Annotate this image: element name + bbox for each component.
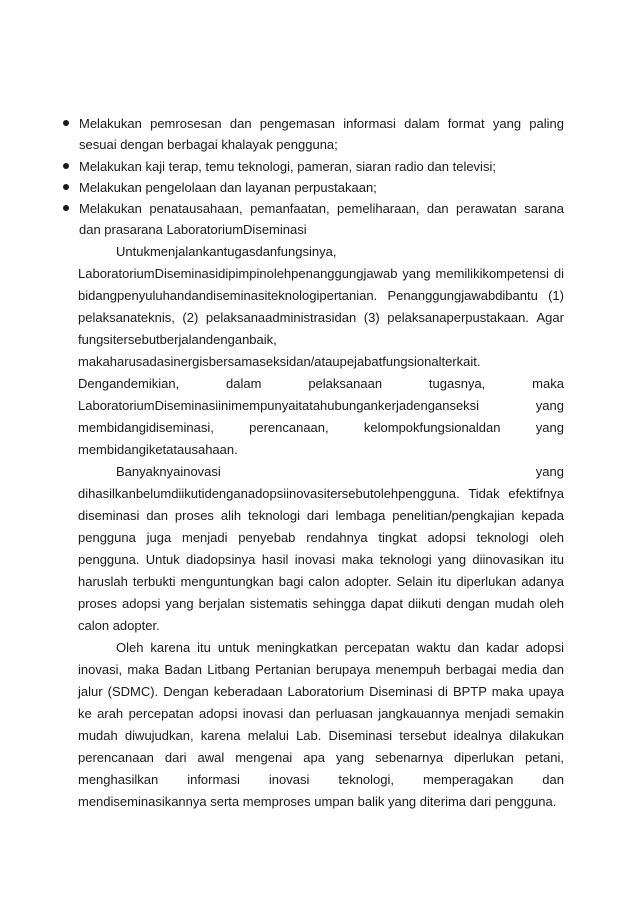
text-line xyxy=(78,307,564,329)
bullet-item xyxy=(62,156,564,177)
text-line xyxy=(78,263,564,285)
bullet-dot-icon xyxy=(63,120,69,126)
text-line xyxy=(78,483,564,505)
word: dalam xyxy=(226,376,262,391)
bullet-text: Melakukan pengelolaan dan layanan perpustakaan; xyxy=(79,179,377,195)
word: perencanaan, xyxy=(249,420,329,435)
bullet-dot-icon xyxy=(63,184,69,190)
bullet-item xyxy=(62,113,564,156)
word: LaboratoriumDiseminasiinimempunyaitatahubungankerjadenganseksi xyxy=(78,398,480,413)
body-text xyxy=(78,241,564,813)
word: LaboratoriumDiseminasidipimpinolehpenanggungjawab xyxy=(78,266,398,281)
bullet-list xyxy=(62,113,564,241)
word: (2) xyxy=(182,310,199,325)
word: yang xyxy=(535,420,564,435)
word: Banyaknyainovasi xyxy=(116,464,221,479)
text-line xyxy=(78,373,564,395)
text-line: Untukmenjalankantugasdanfungsinya, xyxy=(116,244,337,259)
word: Penanggungjawabdibantu xyxy=(387,288,538,303)
text-line: membidangiketatausahaan. xyxy=(78,442,238,457)
text-line xyxy=(78,461,564,483)
word: Dengandemikian, xyxy=(78,376,180,391)
text-line: makaharusadasinergisbersamaseksidan/ataupejabatfungsionalterkait. xyxy=(78,354,481,369)
word: pelaksanaadministrasidan xyxy=(205,310,357,325)
word: (1) xyxy=(548,288,564,303)
bullet-item xyxy=(62,177,564,198)
bullet-item xyxy=(62,198,564,241)
bullet-dot-icon xyxy=(63,163,69,169)
word: Tidak xyxy=(468,486,500,501)
paragraph-acceleration: Oleh karena itu untuk meningkatkan percepatan waktu dan kadar adopsi inovasi, maka Badan Litbang Pertanian berupaya menempuh berbagai media dan jalur (SDMC). Dengan keberadaan Laboratorium Diseminasi di BPTP maka upaya ke arah percepatan adopsi inovasi dan perluasan jangkauannya menjadi semakin mudah diwujudkan, karena melalui Lab. Diseminasi tersebut idealnya dilakukan perencanaan dari awal mengenai apa yang sebenarnya diperlukan petani, menghasilkan informasi inovasi teknologi, memperagakan dan mendiseminasikannya serta memproses umpan balik yang diterima dari pengguna. xyxy=(78,640,564,809)
word: memilikikompetensi xyxy=(435,266,549,281)
word: dihasilkanbelumdiikutidenganadopsiinovasitersebutolehpengguna. xyxy=(78,486,460,501)
word: maka xyxy=(532,376,564,391)
word: pelaksanateknis, xyxy=(78,310,175,325)
text-line xyxy=(78,417,564,439)
word: di xyxy=(553,266,564,281)
bullet-text: Melakukan kaji terap, temu teknologi, pameran, siaran radio dan televisi; xyxy=(79,158,496,174)
word: pelaksanaperpustakaan. xyxy=(387,310,529,325)
bullet-text: Melakukan penatausahaan, pemanfaatan, pemeliharaan, dan perawatan sarana dan prasarana LaboratoriumDiseminasi xyxy=(79,201,564,238)
word: efektifnya xyxy=(508,486,564,501)
word: kelompokfungsionaldan xyxy=(363,420,501,435)
paragraph-coordination xyxy=(78,373,564,461)
bullet-text: Melakukan pemrosesan dan pengemasan informasi dalam format yang paling sesuai dengan berbagai khalayak pengguna; xyxy=(79,116,564,153)
word: yang xyxy=(535,464,564,479)
word: yang xyxy=(535,398,564,413)
text-line xyxy=(78,285,564,307)
word: pelaksanaan xyxy=(308,376,383,391)
paragraph-text: diseminasi dan proses alih teknologi dari lembaga penelitian/pengkajian kepada pengguna juga menjadi penyebab rendahnya tingkat adopsi teknologi oleh pengguna. Untuk diadopsinya hasil inovasi maka teknologi yang diinovasikan itu haruslah terbukti menguntungkan bagi calon adopter. Selain itu diperlukan adanya proses adopsi yang berjalan sistematis sehingga dapat diikuti dengan mudah oleh calon adopter. xyxy=(78,508,564,633)
word: yang xyxy=(402,266,431,281)
paragraph-adoption xyxy=(78,461,564,637)
paragraph-staffing xyxy=(78,241,564,373)
text-line xyxy=(78,395,564,417)
word: bidangpenyuluhandandiseminasiteknologipertanian. xyxy=(78,288,378,303)
word: (3) xyxy=(363,310,380,325)
text-line: fungsitersebutberjalandenganbaik, xyxy=(78,332,277,347)
word: Agar xyxy=(536,310,564,325)
word: membidangidiseminasi, xyxy=(78,420,214,435)
word: tugasnya, xyxy=(428,376,486,391)
bullet-dot-icon xyxy=(63,205,69,211)
